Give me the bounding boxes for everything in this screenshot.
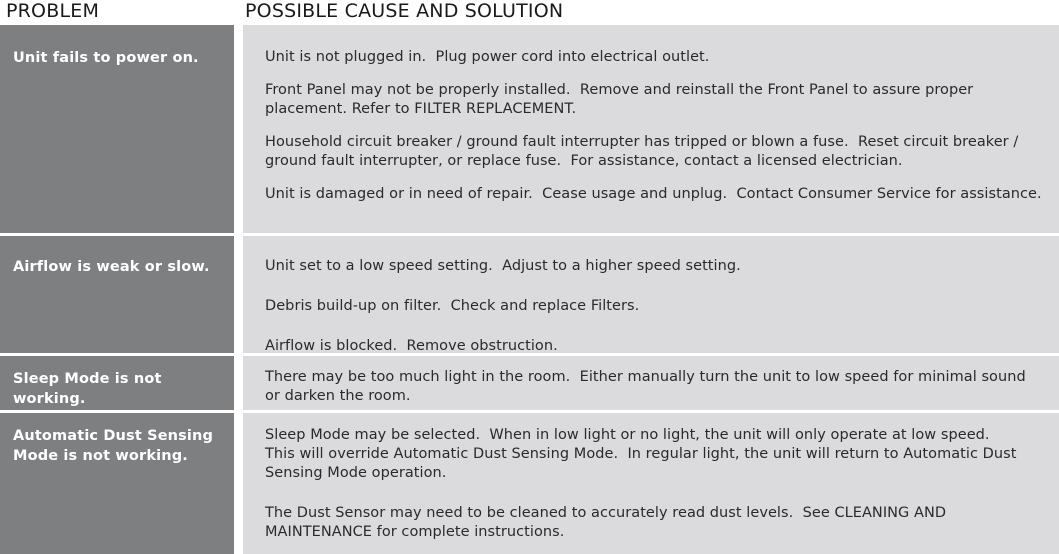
solution-text: Household circuit breaker / ground fault interrupter has tripped or blown a fuse. Reset circuit breaker / ground fault interrupter, or replace fuse. For assistance, contact a licensed electrician.: [265, 134, 1019, 169]
problem-cell: Unit fails to power on.: [0, 25, 234, 233]
solution-text: Front Panel may not be properly installed. Remove and reinstall the Front Panel to assure proper placement. Refer to FILTER REPLACEMENT.: [265, 82, 974, 117]
troubleshooting-table: [0, 25, 1059, 554]
header-solution: POSSIBLE CAUSE AND SOLUTION: [245, 0, 564, 22]
table-row: [0, 413, 1059, 554]
solution-text: The Dust Sensor may need to be cleaned to accurately read dust levels. See CLEANING AND MAINTENANCE for complete instructions.: [265, 505, 947, 540]
solution-text: Sleep Mode may be selected. When in low light or no light, the unit will only operate at low speed. This will override Automatic Dust Sensing Mode. In regular light, the unit will return to Automatic Dust Sensing Mode operation.: [265, 427, 1017, 481]
problem-cell: Airflow is weak or slow.: [0, 236, 234, 353]
problem-cell: Automatic Dust Sensing Mode is not working.: [0, 413, 234, 554]
solution-cell: [243, 236, 1059, 353]
problem-cell: Sleep Mode is not working.: [0, 356, 234, 410]
table-row: [0, 25, 1059, 236]
table-row: [0, 236, 1059, 356]
solution-text: Unit is damaged or in need of repair. Cease usage and unplug. Contact Consumer Service for assistance.: [265, 186, 1042, 202]
solution-text: Debris build-up on filter. Check and replace Filters.: [265, 298, 640, 314]
table-row: [0, 356, 1059, 413]
header-problem: PROBLEM: [6, 0, 100, 22]
solution-text: Unit set to a low speed setting. Adjust to a higher speed setting.: [265, 258, 741, 274]
table-header: [0, 0, 1059, 24]
solution-text: Unit is not plugged in. Plug power cord into electrical outlet.: [265, 49, 710, 65]
solution-cell: [243, 413, 1059, 554]
solution-cell: [243, 356, 1059, 410]
solution-text: There may be too much light in the room. Either manually turn the unit to low speed for minimal sound or darken the room.: [265, 369, 1026, 404]
solution-text: Airflow is blocked. Remove obstruction.: [265, 338, 558, 354]
solution-cell: [243, 25, 1059, 233]
